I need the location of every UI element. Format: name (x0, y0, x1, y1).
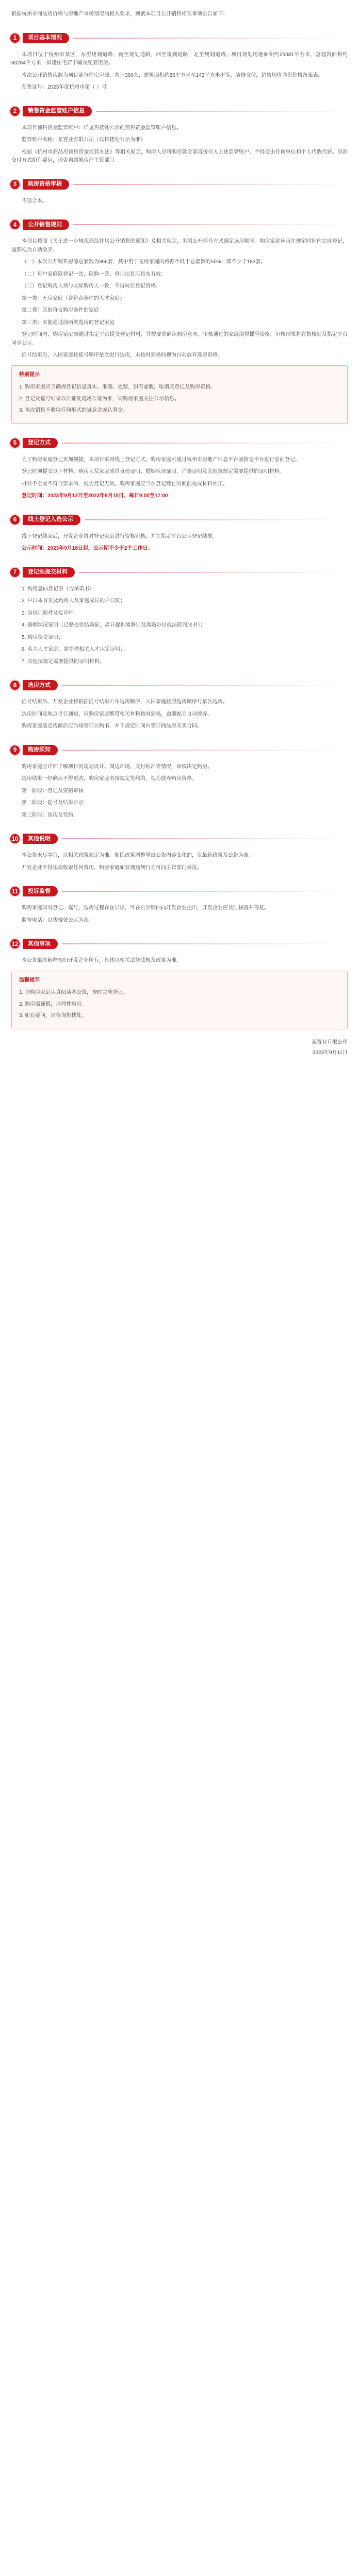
section-header (9, 219, 348, 230)
section (11, 106, 348, 165)
section-title: 登记方式 (23, 438, 58, 448)
section (11, 567, 348, 667)
section-paragraph: 监管账户名称：某置业有限公司（以售楼处公示为准） (22, 137, 145, 143)
section-title: 投诉监督 (23, 886, 58, 896)
final-notice-line: 2. 购房需谨慎，请理性购房。 (19, 1001, 87, 1007)
section-number-badge: 1 (9, 32, 21, 44)
section-paragraph: 摇号结束后，开发企业将根据摇号结果公布选房顺序，入围家庭按照选房顺序号依次选房。 (22, 699, 228, 705)
section-paragraph: 选房结果一经确认不得更改，购房家庭未按规定签约的，视为放弃购房资格。 (22, 776, 197, 782)
section-paragraph: 根据《杭州市商品房预售资金监管办法》等相关规定，购房人应将购房款全部直接存入上述监管账户，不得交由任何单位和个人代收代转。房款交付方式如有疑问，请咨询属地房产主管部门。 (11, 149, 348, 163)
section (11, 680, 348, 731)
section-number-badge: 9 (9, 744, 21, 756)
section-header (9, 938, 348, 950)
section-list-item: 第二阶段：摇号及结果公示 (22, 800, 84, 806)
section-paragraph: （三）登记购房人须与实际购房人一致，不得转让登记资格。 (22, 283, 161, 289)
final-notice-box (11, 971, 348, 1029)
section-title: 销售资金监管账户信息 (23, 106, 92, 116)
signature-company: 某置业有限公司 (312, 1039, 348, 1045)
final-notice-line: 3. 如有疑问，请咨询售楼处。 (19, 1013, 87, 1019)
section-paragraph: 选房时间及地点另行通知，请购房家庭携带相关材料按时到场，逾期视为自动放弃。 (22, 711, 213, 717)
section-header (9, 680, 348, 691)
section-paragraph: 监督电话：以售楼处公示为准。 (22, 917, 94, 923)
section-list-item: 4. 婚姻状况证明（已婚提供结婚证，离异提供离婚证及离婚协议或法院判决书）； (22, 622, 206, 628)
section-divider (62, 838, 348, 839)
intro-paragraph: 根据杭州市商品房价格与房地产市场情况的相关要求，现就本项目公开销售相关事项公告如下： (11, 11, 228, 17)
section-number-badge: 8 (9, 680, 21, 691)
section-highlight: 登记时间：2023年9月12日至2023年9月15日，每日9:00至17:00 (22, 493, 168, 499)
section-paragraph: 购房家庭应详细了解项目的规划设计、周边环境、交付标准等情况，审慎决定购房。 (22, 764, 213, 770)
section-title: 线上登记入选公示 (23, 515, 80, 525)
section-paragraph: 登记时须提交以下材料：购房人及家庭成员身份证明、婚姻状况证明、户籍证明及其他按规定需要提供的证明材料。 (22, 469, 285, 474)
section-paragraph: 摇号结束后，入围家庭按摇号顺序依次进行选房，未按时到场的视为自动放弃选房资格。 (22, 352, 223, 358)
section-divider (79, 572, 348, 573)
section (11, 886, 348, 925)
notice-box-label: 特别提示 (19, 371, 40, 378)
section-divider (96, 111, 348, 112)
section-header (9, 179, 348, 190)
section-list-item: 5. 购房资金证明； (22, 634, 64, 640)
section-paragraph: 本项目预售资金监管账户：详见售楼处公示的预售资金监管账户信息。 (22, 125, 182, 131)
section-paragraph: 购房家庭选定房源后应当场签订认购书，并于规定时间内签订商品房买卖合同。 (22, 723, 202, 729)
section-paragraph: 登记时间内，购房家庭须通过指定平台提交登记材料，并按要求确认购房意向。审核通过的家庭取得摇号资格，审核结果将在售楼处及指定平台同步公示。 (11, 332, 348, 346)
section-divider (62, 443, 348, 444)
section-list-item: 第一类：无房家庭（含符合条件的人才家庭） (22, 295, 125, 301)
section-header (9, 833, 348, 844)
section-title: 登记须提交材料 (23, 567, 75, 578)
section-divider (73, 224, 348, 225)
notice-box-line: 3. 本次销售不收取任何形式的诚意金或认筹金。 (19, 408, 128, 413)
section-paragraph: 本公告最终解释权归开发企业所有，具体以相关法律法规及政策为准。 (22, 958, 182, 963)
section-number-badge: 7 (9, 567, 21, 578)
section-title: 公开销售规则 (23, 219, 69, 230)
section-title: 购房须知 (23, 745, 58, 755)
section-header (9, 106, 348, 117)
final-notice-label: 温馨提示 (19, 977, 40, 983)
signature-date: 2023年9月11日 (312, 1050, 348, 1056)
section-title: 其他说明 (23, 834, 58, 844)
section-list-item: 第二类：其他符合购房条件的家庭 (22, 308, 99, 313)
section-paragraph: 预售证号：2023年度杭州市第（ ）号 (22, 84, 107, 90)
section-title: 其他事项 (23, 939, 58, 949)
section-list-item: 第一阶段：登记及资格审核 (22, 788, 84, 794)
section-list-item: 2. 户口本首页及购房人及家庭成员的户口页； (22, 598, 126, 604)
section-number-badge: 4 (9, 219, 21, 230)
section-number-badge: 5 (9, 437, 21, 449)
section-paragraph: 材料不全或不符合要求的，视为登记无效。购房家庭应当在登记截止时间前完成材料补正。 (22, 481, 228, 487)
section-list-item: 1. 购房意向登记表（含承诺书）； (22, 586, 97, 592)
section-number-badge: 2 (9, 106, 21, 117)
section-header (9, 514, 348, 526)
section-paragraph: 购房家庭如对登记、摇号、选房过程存在异议，可在公示期内向开发企业提出，开发企业应及时核查并答复。 (22, 905, 269, 911)
final-notice-line: 1. 请购房家庭认真阅读本公告，按时完成登记。 (19, 990, 128, 995)
section-paragraph: 本项目按照《关于进一步规范商品住房公开销售的通知》及相关规定，采用公开摇号方式确定选房顺序。购房家庭应当在规定时间内完成登记，逾期视为自动放弃。 (11, 239, 348, 253)
section-header (9, 437, 348, 449)
section-paragraph: 为了购房家庭登记更加便捷，本项目采用线上登记方式，购房家庭可通过杭州市房地产信息平台或指定平台进行意向登记。 (22, 456, 300, 463)
section (11, 437, 348, 501)
section-number-badge: 11 (9, 886, 21, 897)
notice-box (11, 365, 348, 424)
section-list-item: 7. 其他按规定需要提供的证明材料。 (22, 658, 105, 665)
section-number-badge: 10 (9, 833, 21, 844)
section-header (9, 886, 348, 897)
section-header (9, 744, 348, 756)
section (11, 32, 348, 92)
section (11, 179, 348, 206)
section-title: 选房方式 (23, 680, 58, 690)
section (11, 938, 348, 965)
sections-container (11, 32, 348, 965)
section-divider (62, 685, 348, 686)
section-paragraph: 开发企业不得违规收取任何费用，购房家庭如发现违规行为可向主管部门举报。 (22, 865, 202, 871)
section-divider (73, 38, 348, 39)
section (11, 744, 348, 820)
section-title: 项目基本情况 (23, 33, 69, 43)
section-divider (62, 943, 348, 944)
section-divider (62, 750, 348, 751)
section-divider (73, 184, 348, 185)
section-header (9, 32, 348, 44)
section-list-item: 6. 若为人才家庭，需提供相关人才认定证明； (22, 647, 126, 652)
section (11, 514, 348, 553)
section-divider (85, 519, 348, 520)
section-paragraph: 本次公开销售房源为项目部分住宅房源，共计366套，建筑面积约86平方米至143平方米不等，装修交付，销售均价详见价格备案表。 (22, 72, 323, 78)
section-paragraph: （二）每户家庭限登记一次，限购一套，登记信息应真实有效。 (22, 271, 166, 277)
notice-box-line: 2. 登记及摇号结果以公证处现场公证为准，请购房家庭关注公示信息。 (19, 396, 180, 402)
section-paragraph: （一）本次公开销售房源总套数为366套，其中用于无房家庭的房源不低于总套数的50%，即不少于183套。 (22, 259, 266, 265)
section-number-badge: 3 (9, 179, 21, 190)
section (11, 833, 348, 872)
notice-box-line: 1. 购房家庭应当确保登记信息真实、准确、完整，如有虚假，取消其登记及购房资格。 (19, 384, 216, 390)
section-paragraph: 线上登记结束后，开发企业将对登记家庭进行资格审核，并在指定平台公示登记结果。 (22, 533, 218, 539)
section-header (9, 567, 348, 578)
section-paragraph: 本公告未尽事宜，以相关政策规定为准。如因政策调整导致公告内容变化的，以最新政策及公告为准。 (22, 853, 254, 858)
section-list-item: 第三阶段：选房及签约 (22, 812, 73, 818)
section-number-badge: 6 (9, 514, 21, 526)
section (11, 219, 348, 424)
section-paragraph: 不适合本。 (22, 198, 47, 204)
section-divider (62, 891, 348, 892)
section-paragraph: 本项目位于杭州市某区，东至规划道路，南至规划道路，西至规划道路，北至规划道路。项目规划用地面积约25081平方米，总建筑面积约83284平方米，拟建住宅若干幢及配套用房。 (11, 52, 348, 66)
section-title: 购房资格审核 (23, 179, 69, 190)
section-number-badge: 12 (9, 938, 21, 950)
section-list-item: 3. 身份证原件及复印件； (22, 610, 79, 616)
section-list-item: 第三类：未能通过前两类选房的登记家庭 (22, 319, 115, 326)
section-highlight: 公示时间：2023年9月18日起，公示期不少于2个工作日。 (22, 546, 153, 551)
